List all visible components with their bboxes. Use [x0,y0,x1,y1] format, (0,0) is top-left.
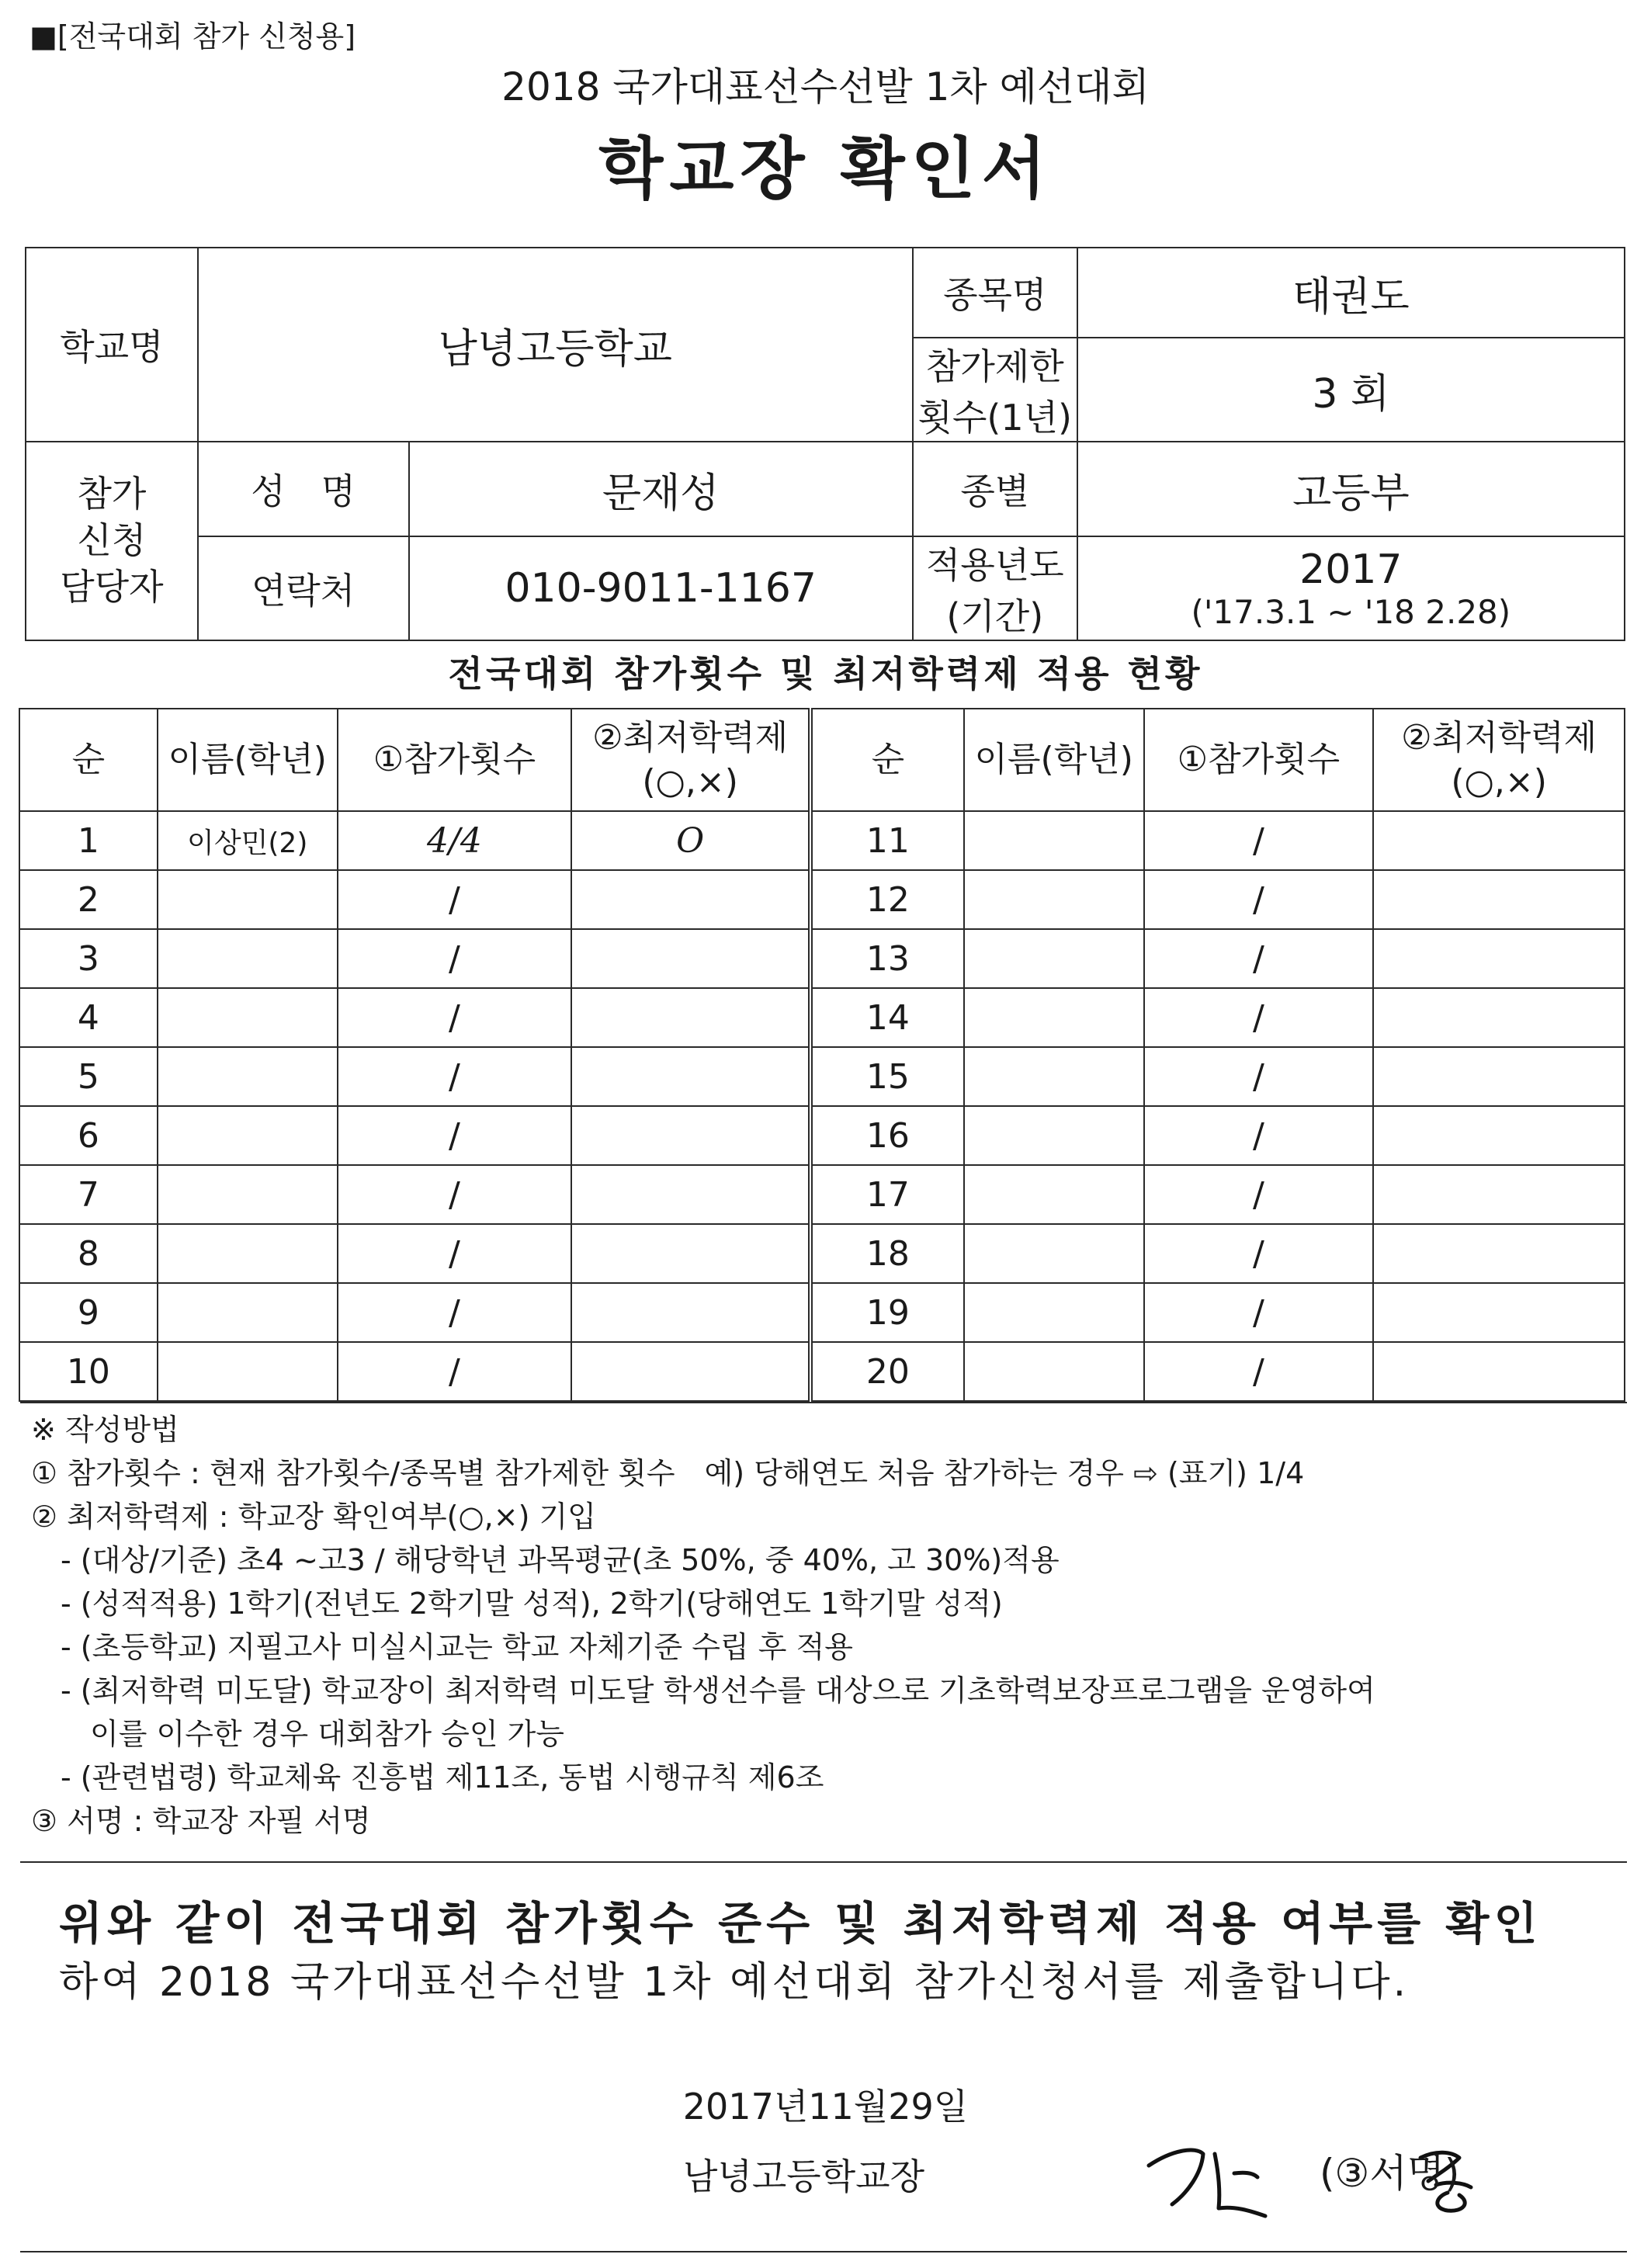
row-number: 20 [810,1342,964,1401]
applicant-label [26,442,198,640]
row-name [964,1342,1144,1401]
row-count: / [338,929,572,988]
sport-value: 태권도 [1077,248,1625,338]
division-value: 고등부 [1077,442,1625,536]
submission-date: 2017년11월29일 [682,2086,969,2128]
declaration-line-2: 하여 2018 국가대표선수선발 1차 예선대회 참가신청서를 제출합니다. [59,1959,1410,2006]
row-number: 12 [810,870,964,929]
row-number: 19 [810,1283,964,1342]
row-min-grade [571,1047,810,1106]
table-row [19,870,1625,929]
row-name [964,1106,1144,1165]
row-name [964,1047,1144,1106]
row-min-grade [1373,1342,1625,1401]
row-min-grade [1373,811,1625,870]
row-name [158,1224,338,1283]
col-header-name-2: 이름(학년) [964,709,1144,811]
row-count: 4/4 [338,811,572,870]
row-name [964,1165,1144,1224]
row-count: / [1144,988,1374,1047]
table-row [19,811,1625,870]
row-count: / [1144,1165,1374,1224]
note-line: - (초등학교) 지필고사 미실시교는 학교 자체기준 수립 후 적용 [31,1630,853,1664]
row-name [158,1283,338,1342]
row-name [158,1165,338,1224]
apply-year: 2017 [1299,546,1403,593]
col-header-count: ①참가횟수 [338,709,572,811]
bottom-divider [20,2251,1627,2252]
row-min-grade [571,1165,810,1224]
row-min-grade [1373,1047,1625,1106]
apply-year-value [1077,536,1625,640]
table-row [19,1047,1625,1106]
notes-top-divider [20,1402,1627,1403]
row-number: 18 [810,1224,964,1283]
row-name [158,1047,338,1106]
table-row [19,1224,1625,1283]
table-row [19,1283,1625,1342]
table-row [19,1106,1625,1165]
section-title: 전국대회 참가횟수 및 최저학력제 적용 현황 [448,653,1203,695]
row-name [158,1342,338,1401]
apply-year-label-line-1: 적용년도 [925,544,1064,586]
row-count: / [338,1106,572,1165]
row-number: 8 [19,1224,158,1283]
row-number: 6 [19,1106,158,1165]
note-line: - (대상/기준) 초4 ~고3 / 해당학년 과목평균(초 50%, 중 40%, 고 30%)적용 [31,1543,1060,1577]
row-min-grade [571,1224,810,1283]
col-header-min-grade-line-1: ②최저학력제 [592,717,789,758]
contact-value: 010-9011-1167 [409,536,913,640]
row-count: / [338,988,572,1047]
school-name-value: 남녕고등학교 [198,248,913,442]
apply-year-label [913,536,1077,640]
row-number: 1 [19,811,158,870]
note-line: ② 최저학력제 : 학교장 확인여부(○,×) 기입 [31,1500,596,1534]
applicant-name-value: 문재성 [409,442,913,536]
limit-label-line-2: 횟수(1년) [917,397,1072,439]
participation-status-table [19,708,1625,1402]
row-name [158,929,338,988]
applicant-label-line-1: 참가 [77,473,147,515]
table-row [19,1342,1625,1401]
row-count: / [1144,811,1374,870]
row-count: / [1144,1342,1374,1401]
note-line: ① 참가횟수 : 현재 참가횟수/종목별 참가제한 횟수 예) 당해연도 처음 참가하는 경우 ⇨ (표기) 1/4 [31,1456,1305,1490]
col-header-count-2: ①참가횟수 [1144,709,1374,811]
note-line: - (최저학력 미도달) 학교장이 최저학력 미도달 학생선수를 대상으로 기초학력보장프로그램을 운영하여 [31,1673,1375,1708]
school-name-label: 학교명 [26,248,198,442]
row-count: / [338,1047,572,1106]
table-row [19,929,1625,988]
name-label: 성 명 [198,442,409,536]
row-number: 13 [810,929,964,988]
row-min-grade: O [571,811,810,870]
row-count: / [1144,1283,1374,1342]
row-name [158,870,338,929]
row-count: / [338,870,572,929]
col-header-min-grade-2-line-1: ②최저학력제 [1401,717,1597,758]
row-name [964,870,1144,929]
row-min-grade [571,870,810,929]
row-count: / [1144,1047,1374,1106]
note-line: - (관련법령) 학교체육 진흥법 제11조, 동법 시행규칙 제6조 [31,1760,824,1795]
row-name [964,1283,1144,1342]
row-number: 16 [810,1106,964,1165]
apply-period: ('17.3.1 ~ '18 2.28) [1191,592,1511,631]
row-number: 7 [19,1165,158,1224]
row-number: 14 [810,988,964,1047]
table-row [19,988,1625,1047]
apply-year-label-line-2: (기간) [946,595,1044,637]
principal-title: 남녕고등학교장 [683,2155,925,2197]
document-title: 학교장 확인서 [598,130,1053,208]
row-count: / [1144,1224,1374,1283]
col-header-name: 이름(학년) [158,709,338,811]
row-min-grade [571,1106,810,1165]
row-min-grade [1373,1224,1625,1283]
writing-instructions [31,1408,1375,1843]
form-type-tag: ■[전국대회 참가 신청용] [29,19,356,54]
row-count: / [338,1224,572,1283]
signature-label: (③서명) [1320,2151,1460,2196]
row-min-grade [1373,1165,1625,1224]
applicant-label-line-2: 신청 [77,519,147,562]
col-header-min-grade-line-2: (○,×) [642,762,738,802]
row-name [964,811,1144,870]
row-name: 이상민(2) [158,811,338,870]
sport-label: 종목명 [913,248,1077,338]
declaration-line-1: 위와 같이 전국대회 참가횟수 준수 및 최저학력제 적용 여부를 확인 [59,1897,1542,1950]
row-number: 9 [19,1283,158,1342]
row-min-grade [571,988,810,1047]
row-name [158,988,338,1047]
event-title: 2018 국가대표선수선발 1차 예선대회 [501,64,1150,109]
row-min-grade [571,1342,810,1401]
row-number: 15 [810,1047,964,1106]
row-number: 4 [19,988,158,1047]
row-count: / [338,1165,572,1224]
col-header-min-grade-2 [1373,709,1625,811]
row-number: 5 [19,1047,158,1106]
col-header-no: 순 [19,709,158,811]
declaration [59,1894,1542,2012]
row-min-grade [1373,929,1625,988]
col-header-min-grade-2-line-2: (○,×) [1451,762,1547,802]
note-line: ③ 서명 : 학교장 자필 서명 [31,1804,371,1838]
applicant-label-line-3: 담당자 [60,565,164,608]
row-name [964,1224,1144,1283]
note-line: - (성적적용) 1학기(전년도 2학기말 성적), 2학기(당해연도 1학기말 성적) [31,1587,1003,1621]
row-min-grade [1373,1106,1625,1165]
row-count: / [1144,870,1374,929]
row-min-grade [1373,1283,1625,1342]
participation-limit-label [913,338,1077,442]
row-min-grade [1373,988,1625,1047]
row-name [158,1106,338,1165]
row-count: / [338,1283,572,1342]
row-number: 3 [19,929,158,988]
contact-label: 연락처 [198,536,409,640]
row-min-grade [571,1283,810,1342]
row-min-grade [1373,870,1625,929]
row-count: / [1144,1106,1374,1165]
division-label: 종별 [913,442,1077,536]
participation-limit-value: 3 회 [1077,338,1625,442]
row-number: 11 [810,811,964,870]
notes-bottom-divider [20,1861,1627,1863]
row-number: 10 [19,1342,158,1401]
row-number: 2 [19,870,158,929]
row-number: 17 [810,1165,964,1224]
row-count: / [1144,929,1374,988]
note-line: ※ 작성방법 [31,1413,179,1447]
limit-label-line-1: 참가제한 [925,345,1064,387]
row-name [964,929,1144,988]
col-header-min-grade [571,709,810,811]
row-name [964,988,1144,1047]
school-info-table [25,247,1625,641]
col-header-no-2: 순 [810,709,964,811]
note-line: 이를 이수한 경우 대회참가 승인 가능 [31,1717,565,1751]
row-count: / [338,1342,572,1401]
row-min-grade [571,929,810,988]
table-row [19,1165,1625,1224]
